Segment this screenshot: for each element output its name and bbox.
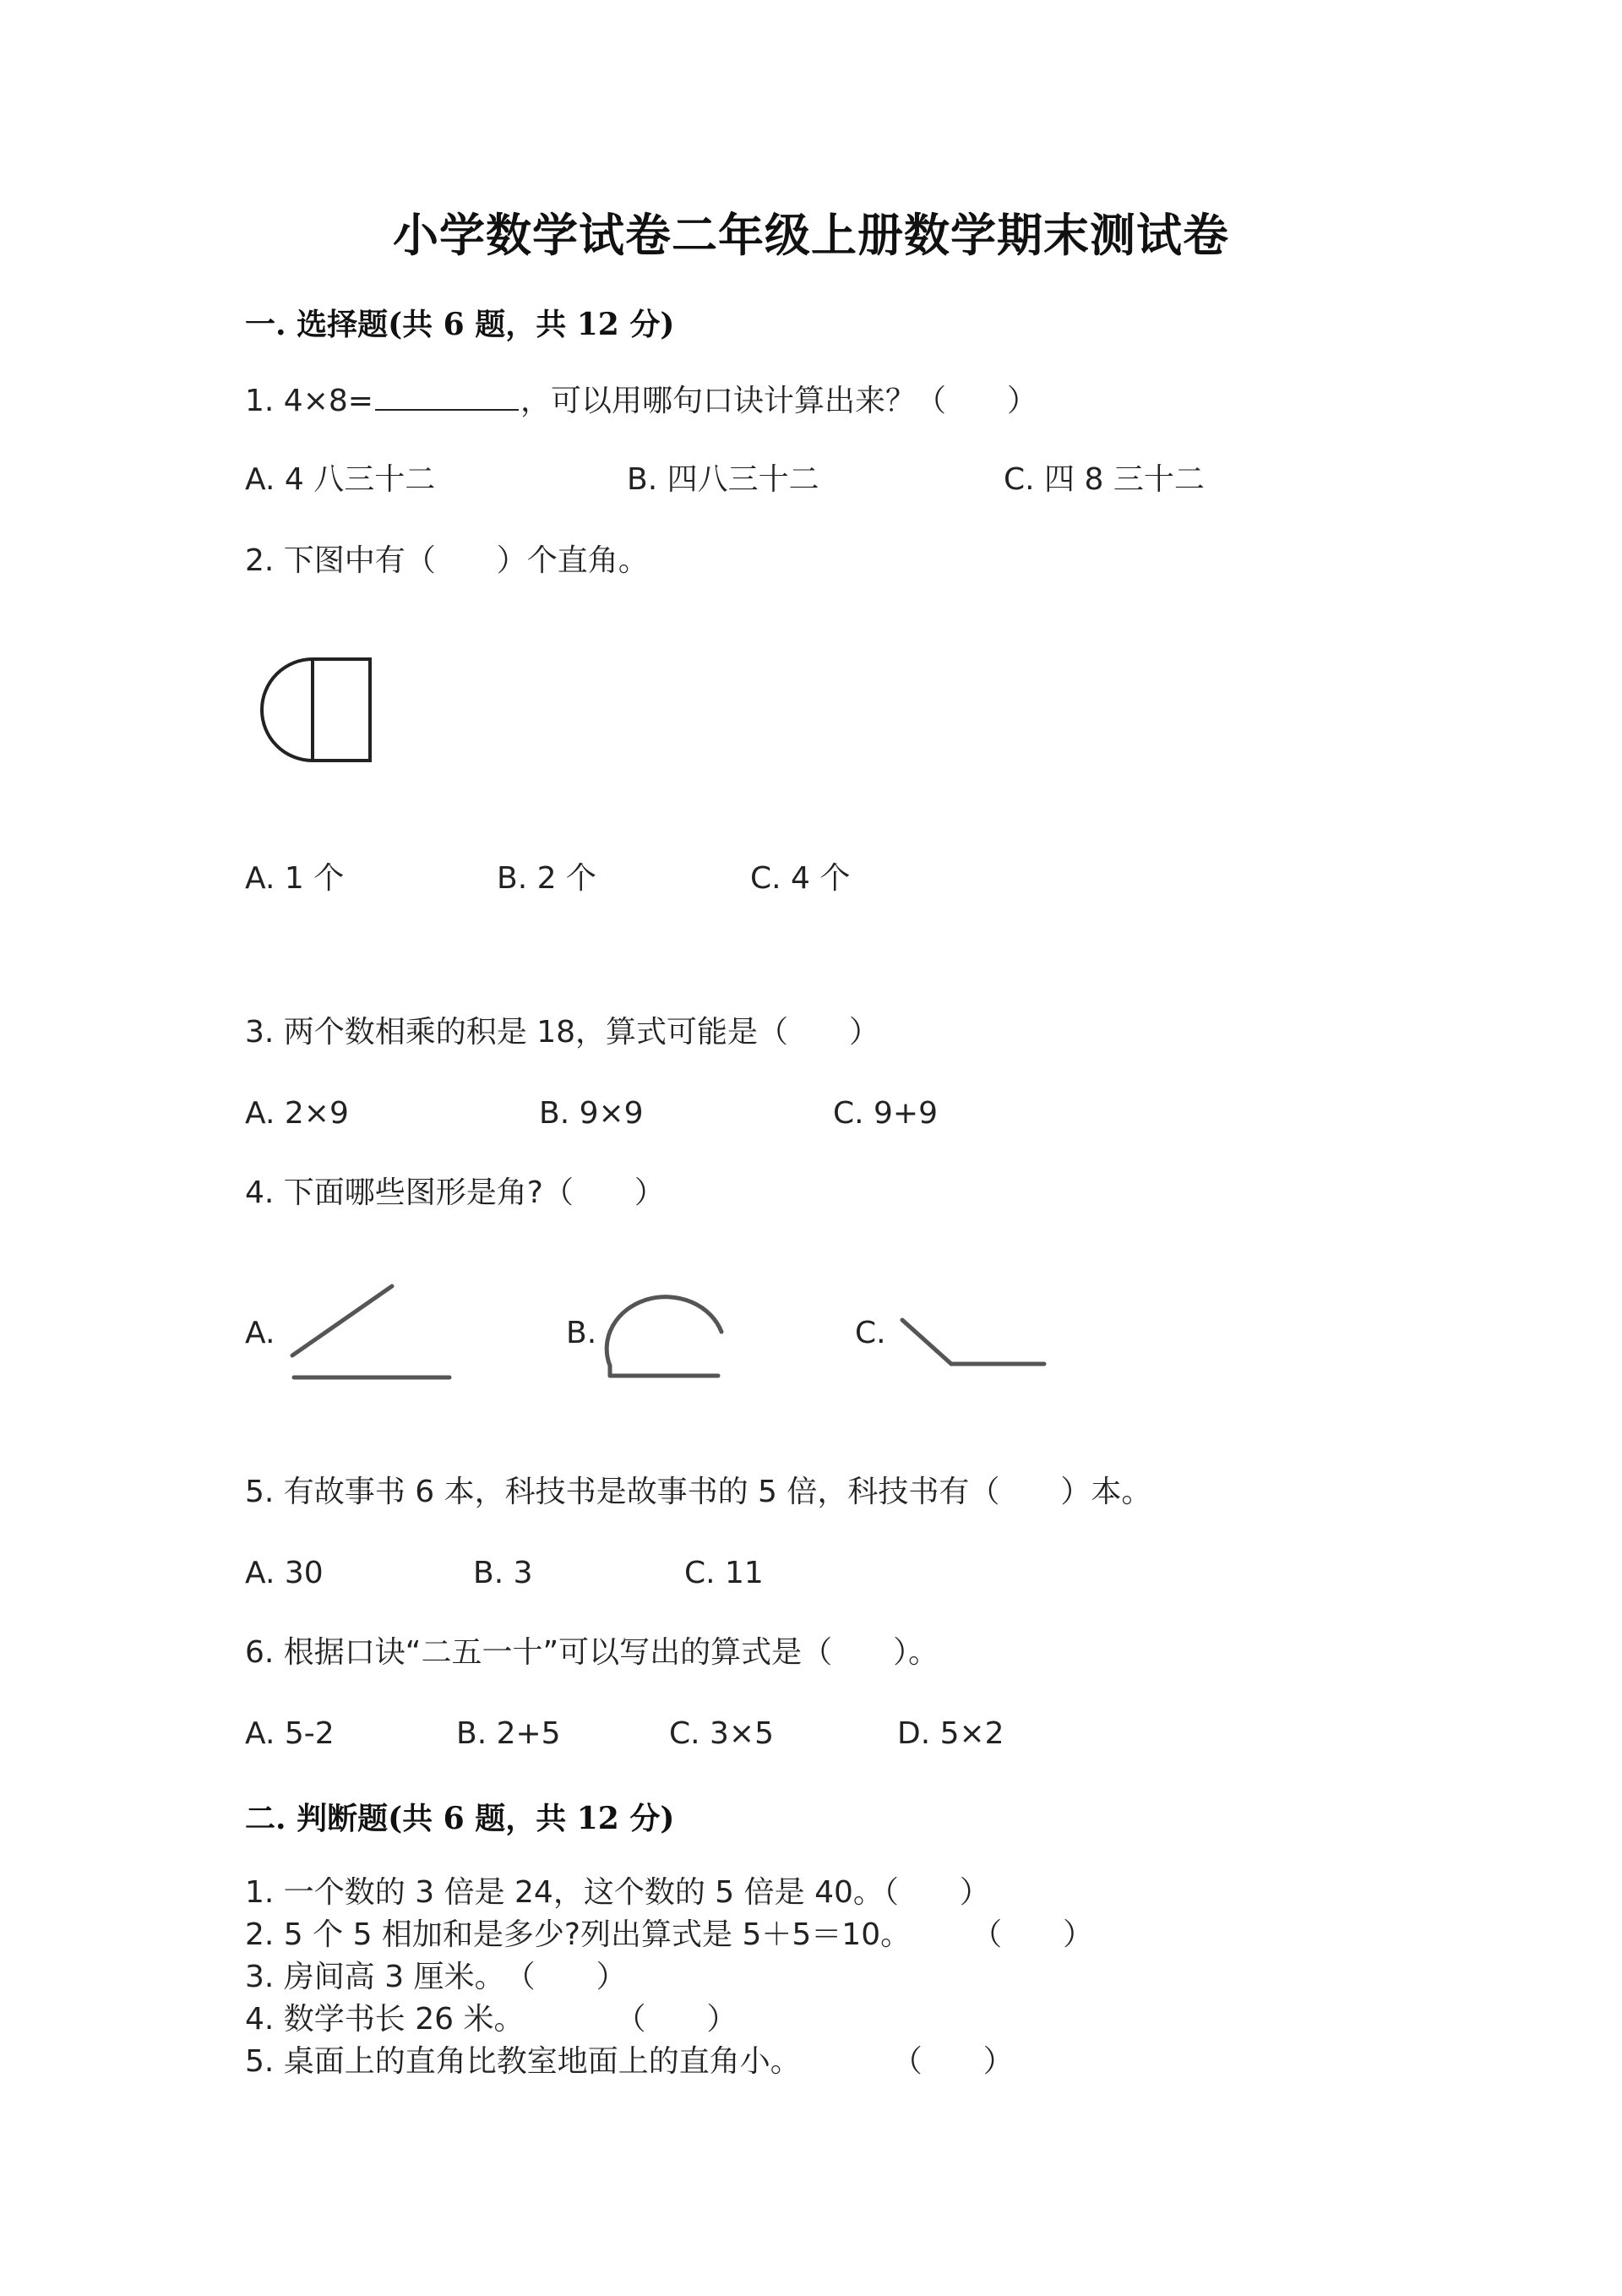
question-4: 4. 下面哪些图形是角?（ ） bbox=[245, 1175, 665, 1210]
q3-option-c: C. 9+9 bbox=[833, 1096, 938, 1131]
q4-option-b-label: B. bbox=[566, 1316, 597, 1350]
judgement-item: 5. 桌面上的直角比教室地面上的直角小。 （ ） bbox=[245, 2044, 1014, 2079]
angle-figure-a bbox=[287, 1281, 456, 1383]
q2-option-a: A. 1 个 bbox=[245, 861, 345, 896]
question-2: 2. 下图中有（ ）个直角。 bbox=[245, 543, 649, 578]
judgement-item: 1. 一个数的 3 倍是 24，这个数的 5 倍是 40。（ ） bbox=[245, 1875, 990, 1910]
question-1-suffix: ，可以用哪句口诀计算出来？（ ） bbox=[520, 384, 1037, 418]
semicircle-rectangle-figure bbox=[253, 656, 380, 766]
q5-option-b: B. 3 bbox=[473, 1556, 533, 1590]
question-6: 6. 根据口诀“二五一十”可以写出的算式是（ ）。 bbox=[245, 1635, 939, 1670]
q2-option-b: B. 2 个 bbox=[497, 861, 596, 896]
q1-option-b: B. 四八三十二 bbox=[627, 462, 819, 497]
judgement-item: 3. 房间高 3 厘米。 （ ） bbox=[245, 1960, 627, 1994]
judgement-item: 2. 5 个 5 相加和是多少?列出算式是 5＋5＝10。 （ ） bbox=[245, 1917, 1094, 1952]
section-heading-choice: 一. 选择题(共 6 题，共 12 分) bbox=[245, 307, 675, 342]
question-5: 5. 有故事书 6 本，科技书是故事书的 5 倍，科技书有（ ）本。 bbox=[245, 1475, 1152, 1509]
q3-option-a: A. 2×9 bbox=[245, 1096, 349, 1131]
q6-option-b: B. 2+5 bbox=[456, 1716, 561, 1751]
judgement-item: 4. 数学书长 26 米。 （ ） bbox=[245, 2002, 738, 2037]
q4-option-a-label: A. bbox=[245, 1316, 275, 1350]
question-3: 3. 两个数相乘的积是 18，算式可能是（ ） bbox=[245, 1015, 880, 1050]
answer-blank bbox=[375, 380, 519, 411]
q6-option-a: A. 5-2 bbox=[245, 1716, 335, 1751]
semicircle-figure-b bbox=[603, 1306, 730, 1383]
q6-option-c: C. 3×5 bbox=[669, 1716, 774, 1751]
section-heading-judgement: 二. 判断题(共 6 题，共 12 分) bbox=[245, 1801, 675, 1836]
q2-option-c: C. 4 个 bbox=[750, 861, 851, 896]
question-1-prefix: 1. 4×8= bbox=[245, 384, 373, 418]
q4-option-c-label: C. bbox=[855, 1316, 886, 1350]
q5-option-a: A. 30 bbox=[245, 1556, 324, 1590]
obtuse-angle-figure-c bbox=[899, 1315, 1051, 1374]
q6-option-d: D. 5×2 bbox=[897, 1716, 1004, 1751]
q1-option-a: A. 4 八三十二 bbox=[245, 462, 436, 497]
q1-option-c: C. 四 8 三十二 bbox=[1004, 462, 1205, 497]
q5-option-c: C. 11 bbox=[684, 1556, 764, 1590]
page-title: 小学数学试卷二年级上册数学期末测试卷 bbox=[393, 208, 1229, 262]
question-1 bbox=[245, 380, 1037, 419]
q3-option-b: B. 9×9 bbox=[539, 1096, 644, 1131]
